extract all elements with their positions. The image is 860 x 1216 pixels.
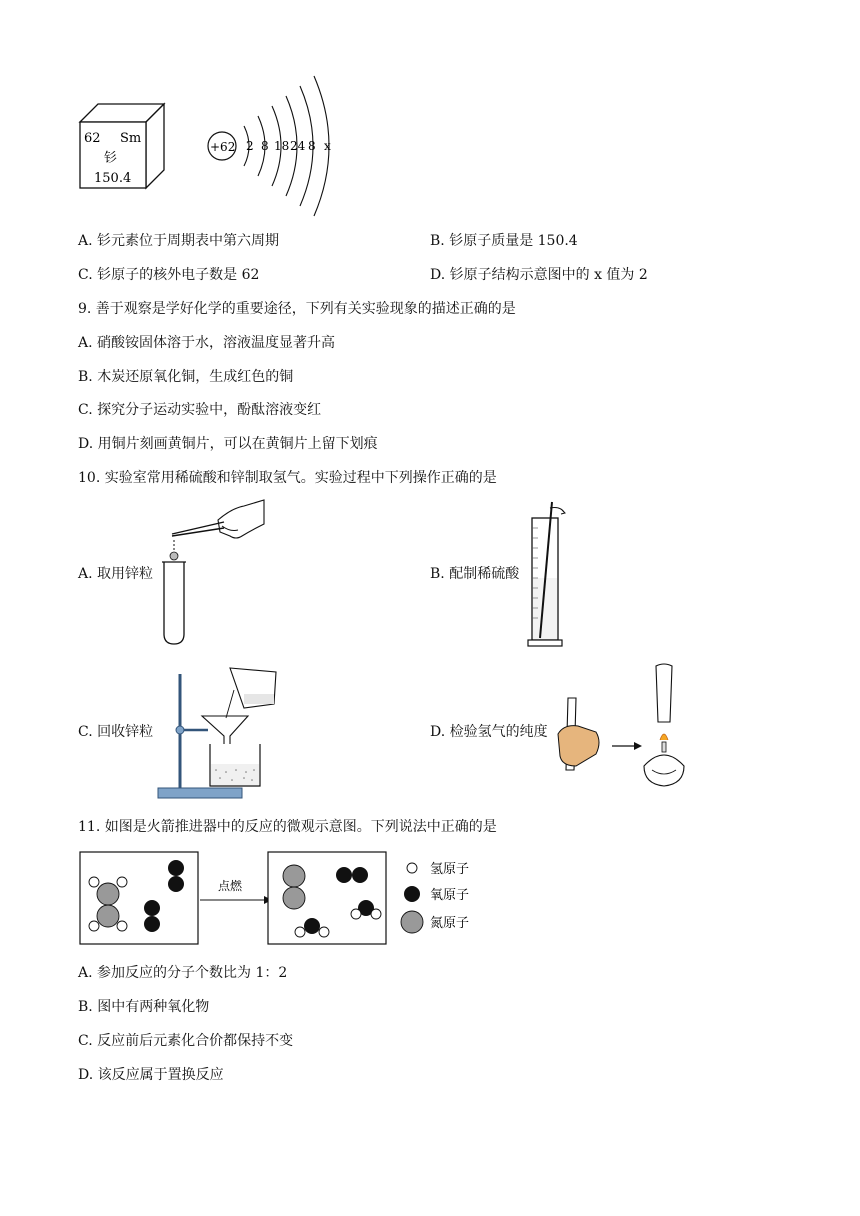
element-name: 钐 [104,151,118,166]
q11-option-b: B. 图中有两种氧化物 [78,999,210,1015]
legend-nitrogen: 氮原子 [430,916,470,931]
atomic-number: 62 [84,131,101,146]
shell-6-count: x [324,139,331,153]
q11-option-c: C. 反应前后元素化合价都保持不变 [78,1033,294,1049]
q9-option-b: B. 木炭还原氧化铜，生成红色的铜 [78,369,294,385]
graduated-cylinder-figure [526,498,576,650]
shell-1-count: 2 [246,139,254,153]
atomic-structure-diagram [200,70,350,220]
reaction-micro-diagram [78,850,488,950]
q8-option-b: B. 钐原子质量是 150.4 [430,233,578,249]
q9-stem: 9. 善于观察是学好化学的重要途径，下列有关实验现象的描述正确的是 [78,301,516,317]
q8-option-a: A. 钐元素位于周期表中第六周期 [78,233,280,249]
element-symbol: Sm [120,131,142,146]
shell-2-count: 8 [261,139,269,153]
q10-option-b: B. 配制稀硫酸 [430,566,520,582]
q8-option-d: D. 钐原子结构示意图中的 x 值为 2 [430,267,648,283]
element-cell-figure [76,100,168,192]
q10-option-a: A. 取用锌粒 [78,566,154,582]
shell-5-count: 8 [308,139,316,153]
q11-stem: 11. 如图是火箭推进器中的反应的微观示意图。下列说法中正确的是 [78,819,497,835]
filtration-figure [156,660,288,802]
zinc-tweezers-figure [160,496,270,648]
q10-option-d: D. 检验氢气的纯度 [430,724,548,740]
legend-oxygen: 氧原子 [430,888,470,903]
q8-option-c: C. 钐原子的核外电子数是 62 [78,267,260,283]
q10-option-c: C. 回收锌粒 [78,724,154,740]
relative-atomic-mass: 150.4 [94,171,132,186]
q9-option-c: C. 探究分子运动实验中，酚酞溶液变红 [78,402,322,418]
nucleus-charge: +62 [210,140,236,154]
hydrogen-purity-test-figure [556,662,696,802]
q11-option-a: A. 参加反应的分子个数比为 1：2 [78,965,288,981]
shell-4-count: 24 [290,139,306,153]
legend-hydrogen: 氢原子 [430,862,470,877]
arrow-label: 点燃 [218,879,243,893]
q11-option-d: D. 该反应属于置换反应 [78,1067,224,1083]
q9-option-a: A. 硝酸铵固体溶于水，溶液温度显著升高 [78,335,336,351]
shell-3-count: 18 [274,139,290,153]
q10-stem: 10. 实验室常用稀硫酸和锌制取氢气。实验过程中下列操作正确的是 [78,470,497,486]
q9-option-d: D. 用铜片刻画黄铜片，可以在黄铜片上留下划痕 [78,436,378,452]
